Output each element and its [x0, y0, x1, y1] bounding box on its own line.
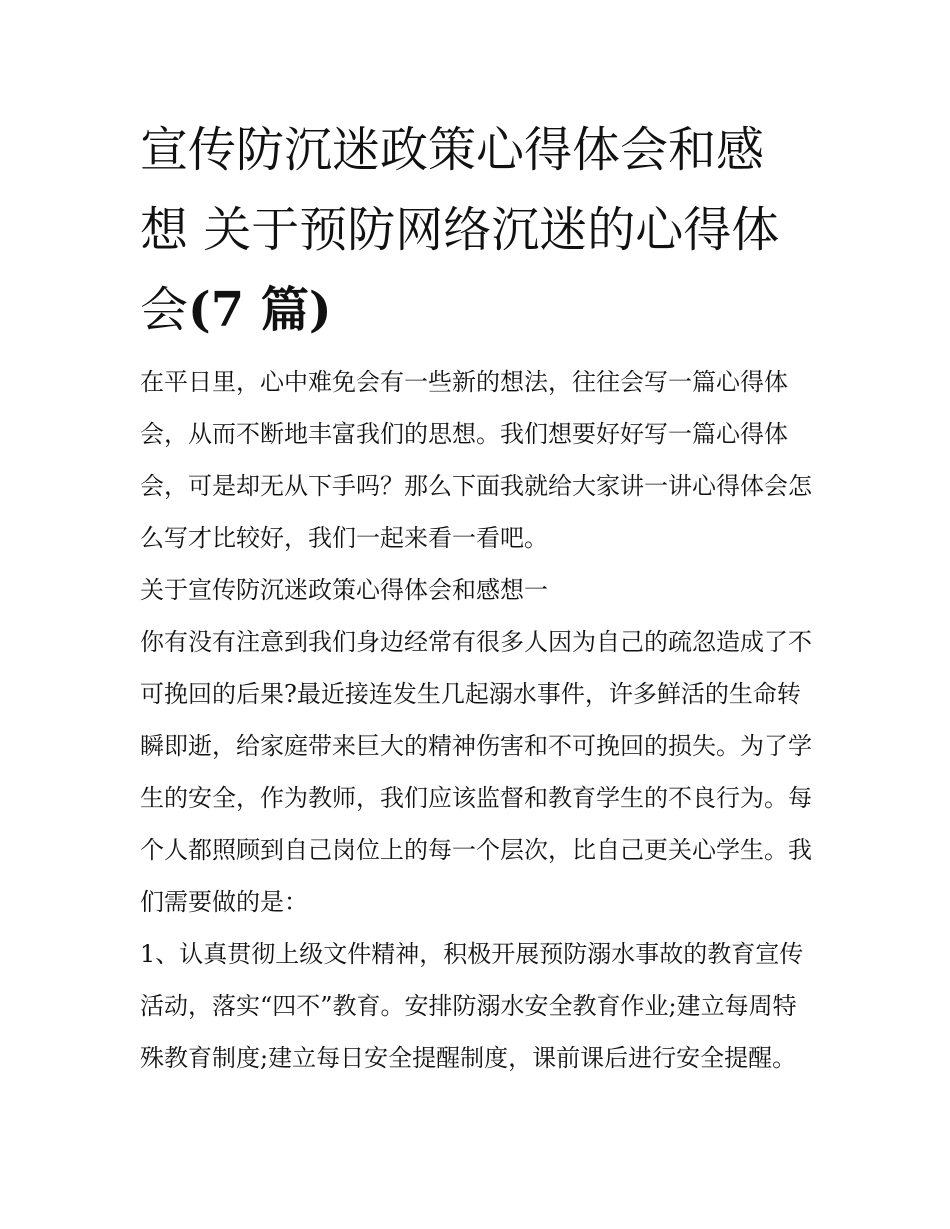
list-item-1: 1、认真贯彻上级文件精神，积极开展预防溺水事故的教育宣传活动，落实“四不”教育。安排防溺水安全教育作业;建立每周特殊教育制度;建立每日安全提醒制度，课前课后进行安全提醒。	[140, 940, 804, 1072]
title-line-3a: 会	[140, 282, 189, 338]
title-line-3b: (7 篇)	[188, 282, 332, 338]
intro-paragraph: 在平日里，心中难免会有一些新的想法，往往会写一篇心得体会，从而不断地丰富我们的思想。我们想要好好写一篇心得体会，可是却无从下手吗？那么下面我就给大家讲一讲心得体会怎么写才比较好，我们一起来看一看吧。	[140, 368, 812, 552]
title-line-2: 想 关于预防网络沉迷的心得体	[140, 202, 780, 258]
body-paragraph: 你有没有注意到我们身边经常有很多人因为自己的疏忽造成了不可挽回的后果?最近接连发生几起溺水事件，许多鲜活的生命转瞬即逝，给家庭带来巨大的精神伤害和不可挽回的损失。为了学生的安全，作为教师，我们应该监督和教育学生的不良行为。每个人都照顾到自己岗位上的每一个层次，比自己更关心学生。我们需要做的是：	[140, 628, 812, 916]
title-line-1: 宣传防沉迷政策心得体会和感	[140, 122, 765, 178]
document-body	[140, 110, 820, 1084]
document-title	[140, 110, 820, 350]
section-heading: 关于宣传防沉迷政策心得体会和感想一	[140, 576, 548, 604]
